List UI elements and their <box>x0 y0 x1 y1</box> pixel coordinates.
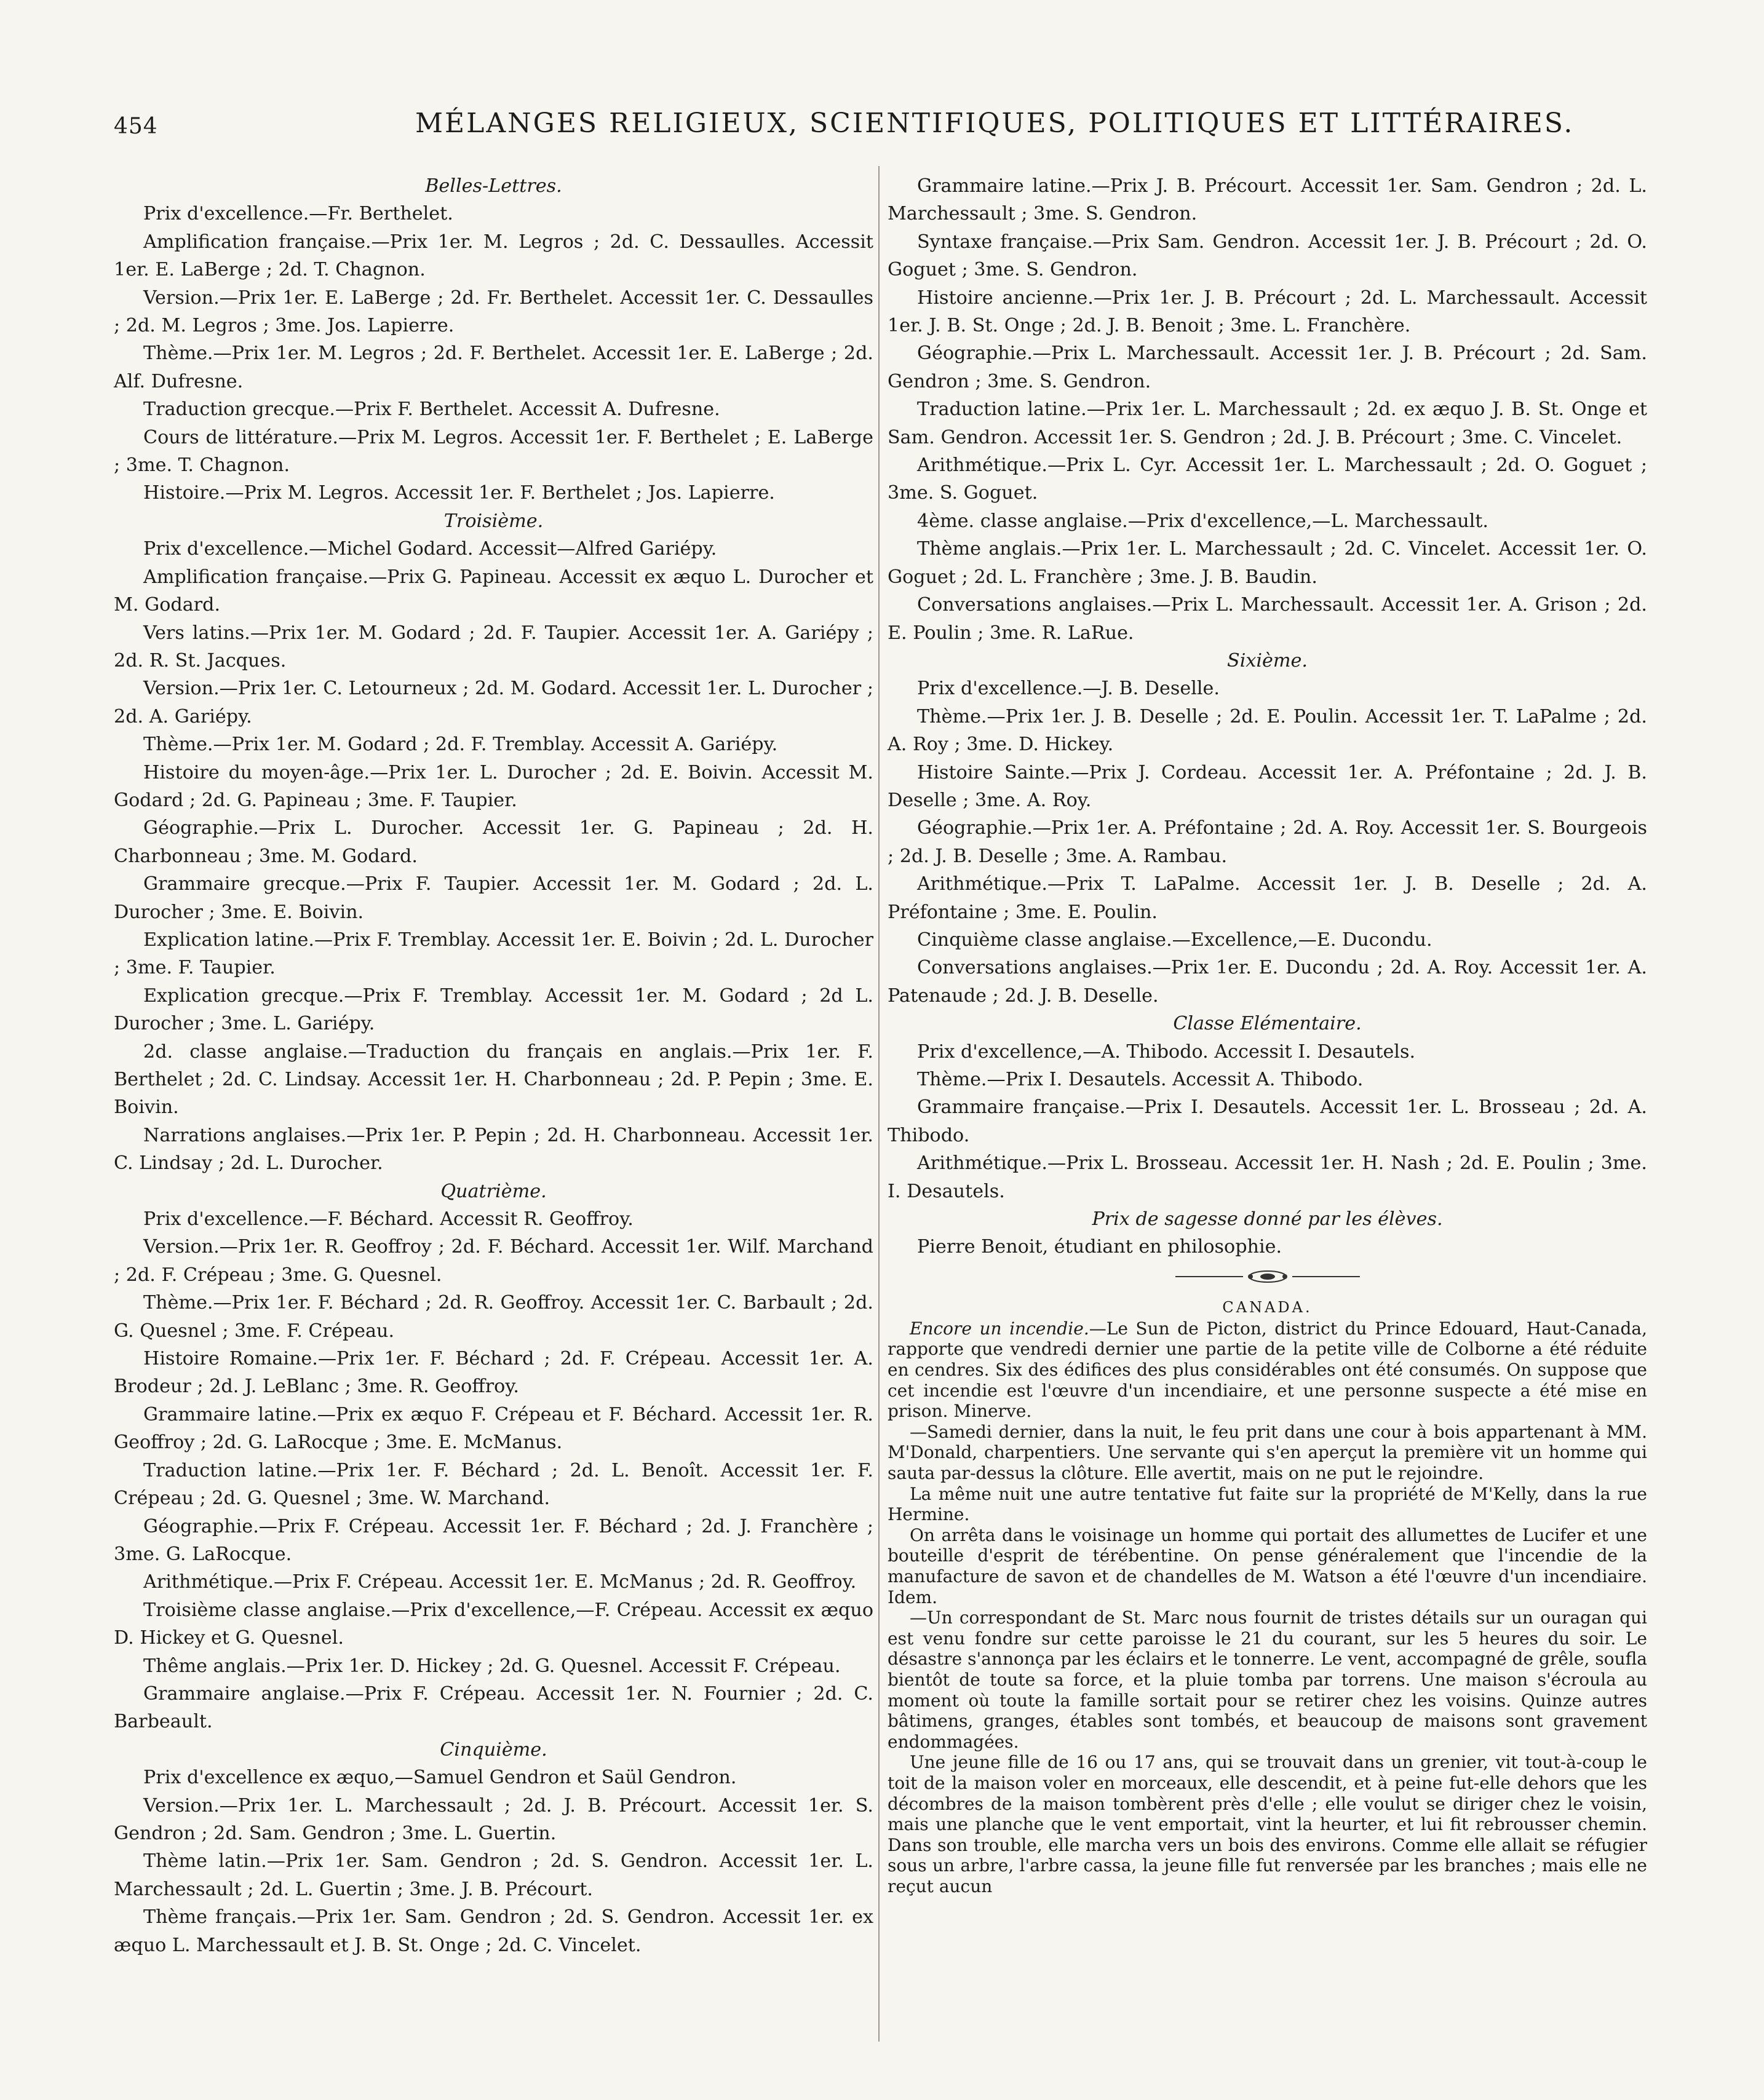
prize-entry: Amplification française.—Prix G. Papineau. Accessit ex æquo L. Durocher et M. Godard. <box>114 566 873 616</box>
prize-entry: Prix d'excellence ex æquo,—Samuel Gendron et Saül Gendron. <box>143 1767 737 1789</box>
news-paragraph: —Samedi dernier, dans la nuit, le feu prit dans une cour à bois appartenant à MM. M'Donald, charpentiers. Une servante qui s'en aperçut la première vit un homme qui sauta par-dessus la clôture. Elle avertit, mais on ne put le rejoindre. <box>888 1421 1647 1483</box>
prize-entry: Prix d'excellence.—Michel Godard. Accessit—Alfred Gariépy. <box>143 538 717 560</box>
news-lead: Encore un incendie. <box>910 1318 1089 1339</box>
news-paragraph-text: —Le Sun de Picton, district du Prince Edouard, Haut-Canada, rapporte que vendredi dernier une partie de la petite ville de Colborne a été réduite en cendres. Six des édifices des plus considérables ont été consumés. On suppose que cet incendie est l'œuvre d'un incendiaire, et une personne suspecte a été mise en prison. Minerve. <box>888 1318 1647 1422</box>
prize-entry: Grammaire anglaise.—Prix F. Crépeau. Accessit 1er. N. Fournier ; 2d. C. Barbeault. <box>114 1682 873 1733</box>
prize-entry: Troisième classe anglaise.—Prix d'excellence,—F. Crépeau. Accessit ex æquo D. Hickey et G. Quesnel. <box>114 1599 873 1649</box>
prize-entry: Grammaire latine.—Prix J. B. Précourt. Accessit 1er. Sam. Gendron ; 2d. L. Marchessault ; 3me. S. Gendron. <box>888 175 1647 225</box>
prize-entry: 2d. classe anglaise.—Traduction du français en anglais.—Prix 1er. F. Berthelet ; 2d. C. Lindsay. Accessit 1er. H. Charbonneau ; 2d. P. Pepin ; 3me. E. Boivin. <box>114 1040 873 1119</box>
prize-entry: Grammaire latine.—Prix ex æquo F. Crépeau et F. Béchard. Accessit 1er. R. Geoffroy ; 2d. G. LaRocque ; 3me. E. McManus. <box>114 1403 873 1454</box>
prize-entry: Géographie.—Prix L. Durocher. Accessit 1er. G. Papineau ; 2d. H. Charbonneau ; 3me. M. Godard. <box>114 817 873 867</box>
prize-entry: Arithmétique.—Prix L. Brosseau. Accessit 1er. H. Nash ; 2d. E. Poulin ; 3me. I. Desautels. <box>888 1152 1647 1202</box>
prize-entry: Syntaxe française.—Prix Sam. Gendron. Accessit 1er. J. B. Précourt ; 2d. O. Goguet ; 3me. S. Gendron. <box>888 231 1647 281</box>
prize-entry: Explication grecque.—Prix F. Tremblay. Accessit 1er. M. Godard ; 2d L. Durocher ; 3me. L. Gariépy. <box>114 985 873 1035</box>
prize-entry: Histoire.—Prix M. Legros. Accessit 1er. F. Berthelet ; Jos. Lapierre. <box>143 482 775 504</box>
prize-entry: Vers latins.—Prix 1er. M. Godard ; 2d. F. Taupier. Accessit 1er. A. Gariépy ; 2d. R. St. Jacques. <box>114 622 873 672</box>
news-paragraph: La même nuit une autre tentative fut faite sur la propriété de M'Kelly, dans la rue Hermine. <box>888 1483 1647 1525</box>
prize-entry: Thème français.—Prix 1er. Sam. Gendron ; 2d. S. Gendron. Accessit 1er. ex æquo L. Marchessault et J. B. St. Onge ; 2d. C. Vincelet. <box>114 1906 873 1956</box>
prize-entry: Cours de littérature.—Prix M. Legros. Accessit 1er. F. Berthelet ; E. LaBerge ; 3me. T. Chagnon. <box>114 426 873 477</box>
prize-entry: Thème.—Prix I. Desautels. Accessit A. Thibodo. <box>917 1069 1364 1090</box>
prize-entry: Histoire du moyen-âge.—Prix 1er. L. Durocher ; 2d. E. Boivin. Accessit M. Godard ; 2d. G. Papineau ; 3me. F. Taupier. <box>114 761 873 811</box>
prize-entry: Géographie.—Prix 1er. A. Préfontaine ; 2d. A. Roy. Accessit 1er. S. Bourgeois ; 2d. J. B. Deselle ; 3me. A. Rambau. <box>888 817 1647 867</box>
news-paragraph <box>888 1318 1647 1422</box>
section-heading: Troisième. <box>443 510 544 532</box>
section-heading: Classe Elémentaire. <box>1173 1013 1362 1035</box>
column-rule <box>878 166 880 2042</box>
prize-entry: Prix d'excellence,—A. Thibodo. Accessit I. Desautels. <box>917 1040 1416 1063</box>
prize-entry: Prix d'excellence.—F. Béchard. Accessit R. Geoffroy. <box>143 1208 634 1230</box>
prize-entry: Thème.—Prix 1er. J. B. Deselle ; 2d. E. Poulin. Accessit 1er. T. LaPalme ; 2d. A. Roy ; 3me. D. Hickey. <box>888 705 1647 756</box>
section-heading: Belles-Lettres. <box>425 175 562 197</box>
prize-entry: Pierre Benoit, étudiant en philosophie. <box>917 1236 1282 1258</box>
section-heading: Quatrième. <box>440 1180 547 1202</box>
news-section-title: CANADA. <box>1222 1299 1313 1317</box>
prize-entry: Thème.—Prix 1er. M. Legros ; 2d. F. Berthelet. Accessit 1er. E. LaBerge ; 2d. Alf. Dufresne. <box>114 343 873 392</box>
prize-entry: Histoire Sainte.—Prix J. Cordeau. Accessit 1er. A. Préfontaine ; 2d. J. B. Deselle ; 3me. A. Roy. <box>888 761 1647 811</box>
prize-entry: Version.—Prix 1er. E. LaBerge ; 2d. Fr. Berthelet. Accessit 1er. C. Dessaulles ; 2d. M. Legros ; 3me. Jos. Lapierre. <box>114 287 873 337</box>
prize-entry: 4ème. classe anglaise.—Prix d'excellence,—L. Marchessault. <box>917 510 1489 532</box>
prize-entry: Thème.—Prix 1er. F. Béchard ; 2d. R. Geoffroy. Accessit 1er. C. Barbault ; 2d. G. Quesnel ; 3me. F. Crépeau. <box>114 1292 873 1342</box>
prize-entry: Version.—Prix 1er. C. Letourneux ; 2d. M. Godard. Accessit 1er. L. Durocher ; 2d. A. Gariépy. <box>114 678 873 727</box>
prize-entry: Traduction latine.—Prix 1er. F. Béchard ; 2d. L. Benoît. Accessit 1er. F. Crépeau ; 2d. G. Quesnel ; 3me. W. Marchand. <box>114 1459 873 1510</box>
prize-entry: Arithmétique.—Prix T. LaPalme. Accessit 1er. J. B. Deselle ; 2d. A. Préfontaine ; 3me. E. Poulin. <box>888 873 1647 923</box>
prize-entry: Version.—Prix 1er. R. Geoffroy ; 2d. F. Béchard. Accessit 1er. Wilf. Marchand ; 2d. F. Crépeau ; 3me. G. Quesnel. <box>114 1236 873 1286</box>
section-heading: Cinquième. <box>440 1738 547 1761</box>
prize-entry: Prix d'excellence.—Fr. Berthelet. <box>143 203 453 225</box>
prize-entry: Géographie.—Prix F. Crépeau. Accessit 1er. F. Béchard ; 2d. J. Franchère ; 3me. G. LaRocque. <box>114 1515 873 1565</box>
prize-entry: Traduction grecque.—Prix F. Berthelet. Accessit A. Dufresne. <box>143 398 720 421</box>
left-column <box>114 172 873 1959</box>
section-heading: Prix de sagesse donné par les élèves. <box>1092 1208 1443 1230</box>
prize-entry: Explication latine.—Prix F. Tremblay. Accessit 1er. E. Boivin ; 2d. L. Durocher ; 3me. F. Taupier. <box>114 929 873 979</box>
prize-entry: Arithmétique.—Prix F. Crépeau. Accessit 1er. E. McManus ; 2d. R. Geoffroy. <box>143 1571 857 1593</box>
prize-entry: Amplification française.—Prix 1er. M. Legros ; 2d. C. Dessaulles. Accessit 1er. E. LaBerge ; 2d. T. Chagnon. <box>114 231 873 281</box>
running-title: MÉLANGES RELIGIEUX, SCIENTIFIQUES, POLITIQUES ET LITTÉRAIRES. <box>415 108 1575 139</box>
prize-entry: Grammaire grecque.—Prix F. Taupier. Accessit 1er. M. Godard ; 2d. L. Durocher ; 3me. E. Boivin. <box>114 873 873 923</box>
prize-entry: Thème.—Prix 1er. M. Godard ; 2d. F. Tremblay. Accessit A. Gariépy. <box>143 734 778 756</box>
right-prize-list <box>888 172 1647 1261</box>
right-column <box>888 172 1647 1896</box>
prize-entry: Traduction latine.—Prix 1er. L. Marchessault ; 2d. ex æquo J. B. St. Onge et Sam. Gendron. Accessit 1er. S. Gendron ; 2d. J. B. Précourt ; 3me. C. Vincelet. <box>888 398 1647 448</box>
section-heading: Sixième. <box>1227 649 1308 672</box>
prize-entry: Histoire ancienne.—Prix 1er. J. B. Précourt ; 2d. L. Marchessault. Accessit 1er. J. B. St. Onge ; 2d. J. B. Benoit ; 3me. L. Franchère. <box>888 287 1647 337</box>
prize-entry: Conversations anglaises.—Prix 1er. E. Ducondu ; 2d. A. Roy. Accessit 1er. A. Patenaude ; 2d. J. B. Deselle. <box>888 957 1647 1007</box>
prize-entry: Cinquième classe anglaise.—Excellence,—E. Ducondu. <box>917 929 1432 951</box>
news-paragraph: On arrêta dans le voisinage un homme qui portait des allumettes de Lucifer et une bouteille d'esprit de térébentine. On pense généralement que l'incendie de la manufacture de savon et de chandelles de M. Watson a été l'œuvre d'un incendiaire. Idem. <box>888 1524 1647 1607</box>
news-section <box>888 1298 1647 1896</box>
news-paragraph: Une jeune fille de 16 ou 17 ans, qui se trouvait dans un grenier, vit tout-à-coup le toit de la maison voler en morceaux, elle descendit, et à peine fut-elle dehors que les décombres de la maison tombèrent près d'elle ; elle voulut se diriger chez le voisin, mais une planche que le vent emportait, vint la heurter, et lui fit rebrousser chemin. Dans son trouble, elle marcha vers un bois des environs. Comme elle allait se réfugier sous un arbre, l'arbre cassa, la jeune fille fut renversée par les branches ; mais elle ne reçut aucun <box>888 1752 1647 1896</box>
prize-entry: Grammaire française.—Prix I. Desautels. Accessit 1er. L. Brosseau ; 2d. A. Thibodo. <box>888 1096 1647 1146</box>
prize-entry: Thème latin.—Prix 1er. Sam. Gendron ; 2d. S. Gendron. Accessit 1er. L. Marchessault ; 2d. L. Guertin ; 3me. J. B. Précourt. <box>114 1850 873 1900</box>
prize-entry: Prix d'excellence.—J. B. Deselle. <box>917 678 1220 700</box>
prize-entry: Narrations anglaises.—Prix 1er. P. Pepin ; 2d. H. Charbonneau. Accessit 1er. C. Lindsay ; 2d. L. Durocher. <box>114 1124 873 1175</box>
prize-entry: Conversations anglaises.—Prix L. Marchessault. Accessit 1er. A. Grison ; 2d. E. Poulin ; 3me. R. LaRue. <box>888 594 1647 644</box>
page-number: 454 <box>114 114 158 139</box>
prize-entry: Thème anglais.—Prix 1er. L. Marchessault ; 2d. C. Vincelet. Accessit 1er. O. Goguet ; 2d. L. Franchère ; 3me. J. B. Baudin. <box>888 538 1647 588</box>
prize-entry: Arithmétique.—Prix L. Cyr. Accessit 1er. L. Marchessault ; 2d. O. Goguet ; 3me. S. Goguet. <box>888 454 1647 504</box>
page-header <box>114 101 1639 145</box>
prize-entry: Histoire Romaine.—Prix 1er. F. Béchard ; 2d. F. Crépeau. Accessit 1er. A. Brodeur ; 2d. J. LeBlanc ; 3me. R. Geoffroy. <box>114 1348 873 1398</box>
prize-entry: Version.—Prix 1er. L. Marchessault ; 2d. J. B. Précourt. Accessit 1er. S. Gendron ; 2d. Sam. Gendron ; 3me. L. Guertin. <box>114 1794 873 1844</box>
prize-entry: Géographie.—Prix L. Marchessault. Accessit 1er. J. B. Précourt ; 2d. Sam. Gendron ; 3me. S. Gendron. <box>888 343 1647 392</box>
prize-entry: Thême anglais.—Prix 1er. D. Hickey ; 2d. G. Quesnel. Accessit F. Crépeau. <box>143 1655 841 1677</box>
ornament-divider <box>888 1264 1647 1291</box>
news-paragraph: —Un correspondant de St. Marc nous fournit de tristes détails sur un ouragan qui est venu fondre sur cette paroisse le 21 du courant, sur les 5 heures du soir. Le désastre s'annonça par les éclairs et le tonnerre. Le vent, accompagné de grêle, soufla bientôt de toute sa force, et la pluie tomba par torrens. Une maison s'écroula au moment où toute la famille sortait pour se retirer chez les voisins. Quinze autres bâtimens, granges, étables sont tombés, et beaucoup de maisons sont gravement endommagées. <box>888 1607 1647 1752</box>
